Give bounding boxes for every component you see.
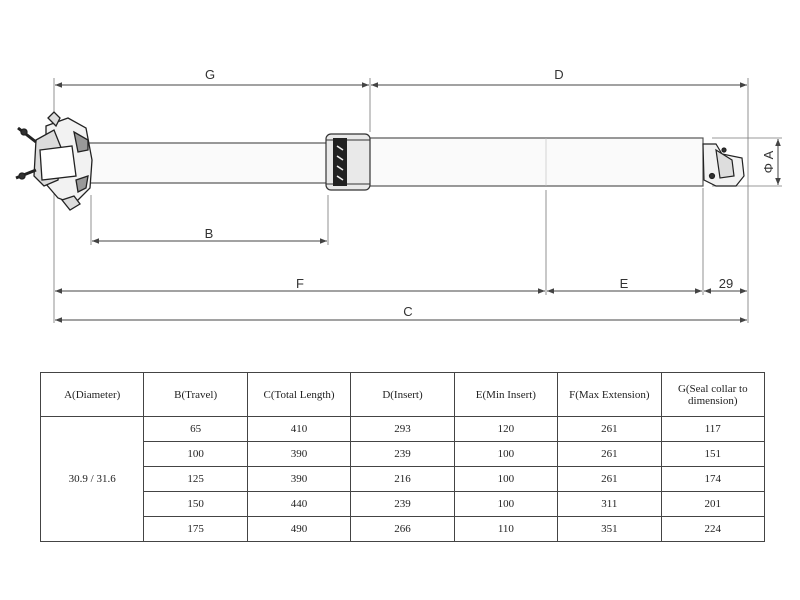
dimension-lines [55,85,778,320]
table-cell: 390 [247,467,350,492]
header-min-insert: E(Min Insert) [454,373,557,417]
table-cell: 201 [661,492,764,517]
table-cell: 151 [661,442,764,467]
table-cell: 239 [351,492,454,517]
table-cell: 311 [558,492,661,517]
table-cell: 125 [144,467,247,492]
table-cell: 266 [351,517,454,542]
table-row [41,417,765,442]
table-cell: 261 [558,442,661,467]
spec-table-header-row [41,373,765,417]
table-cell: 174 [661,467,764,492]
dim-label-f: F [296,276,304,291]
seatpost-illustration [16,112,744,210]
table-cell: 65 [144,417,247,442]
cable-actuator [703,144,744,186]
dim-label-d: D [554,67,564,82]
dim-label-c: C [403,304,413,319]
table-row [41,492,765,517]
dim-label-b: B [204,226,214,241]
dim-label-e: E [619,276,629,291]
header-max-extension: F(Max Extension) [558,373,661,417]
seal-collar [326,134,370,190]
table-cell: 175 [144,517,247,542]
table-cell: 120 [454,417,557,442]
table-cell: 490 [247,517,350,542]
dim-label-diameter: Φ A [761,150,776,174]
table-cell: 100 [454,467,557,492]
table-cell: 351 [558,517,661,542]
dim-label-29: 29 [718,276,734,291]
table-cell: 150 [144,492,247,517]
extension-lines [54,78,782,323]
table-row [41,517,765,542]
table-cell: 261 [558,417,661,442]
table-cell: 410 [247,417,350,442]
header-diameter: A(Diameter) [41,373,144,417]
table-cell: 117 [661,417,764,442]
spec-table [40,372,765,542]
table-cell: 261 [558,467,661,492]
table-cell: 216 [351,467,454,492]
lower-tube [368,138,703,186]
table-row [41,467,765,492]
table-cell: 110 [454,517,557,542]
table-cell: 239 [351,442,454,467]
header-total-length: C(Total Length) [247,373,350,417]
table-cell: 224 [661,517,764,542]
table-cell: 100 [454,492,557,517]
table-cell: 293 [351,417,454,442]
header-seal-collar-dimension: G(Seal collar to dimension) [661,373,764,417]
table-cell: 100 [454,442,557,467]
table-cell: 100 [144,442,247,467]
table-row [41,442,765,467]
dim-label-g: G [204,67,216,82]
header-insert: D(Insert) [351,373,454,417]
table-cell: 440 [247,492,350,517]
header-travel: B(Travel) [144,373,247,417]
stanchion-tube [88,143,330,183]
diameter-cell: 30.9 / 31.6 [41,417,144,542]
table-cell: 390 [247,442,350,467]
